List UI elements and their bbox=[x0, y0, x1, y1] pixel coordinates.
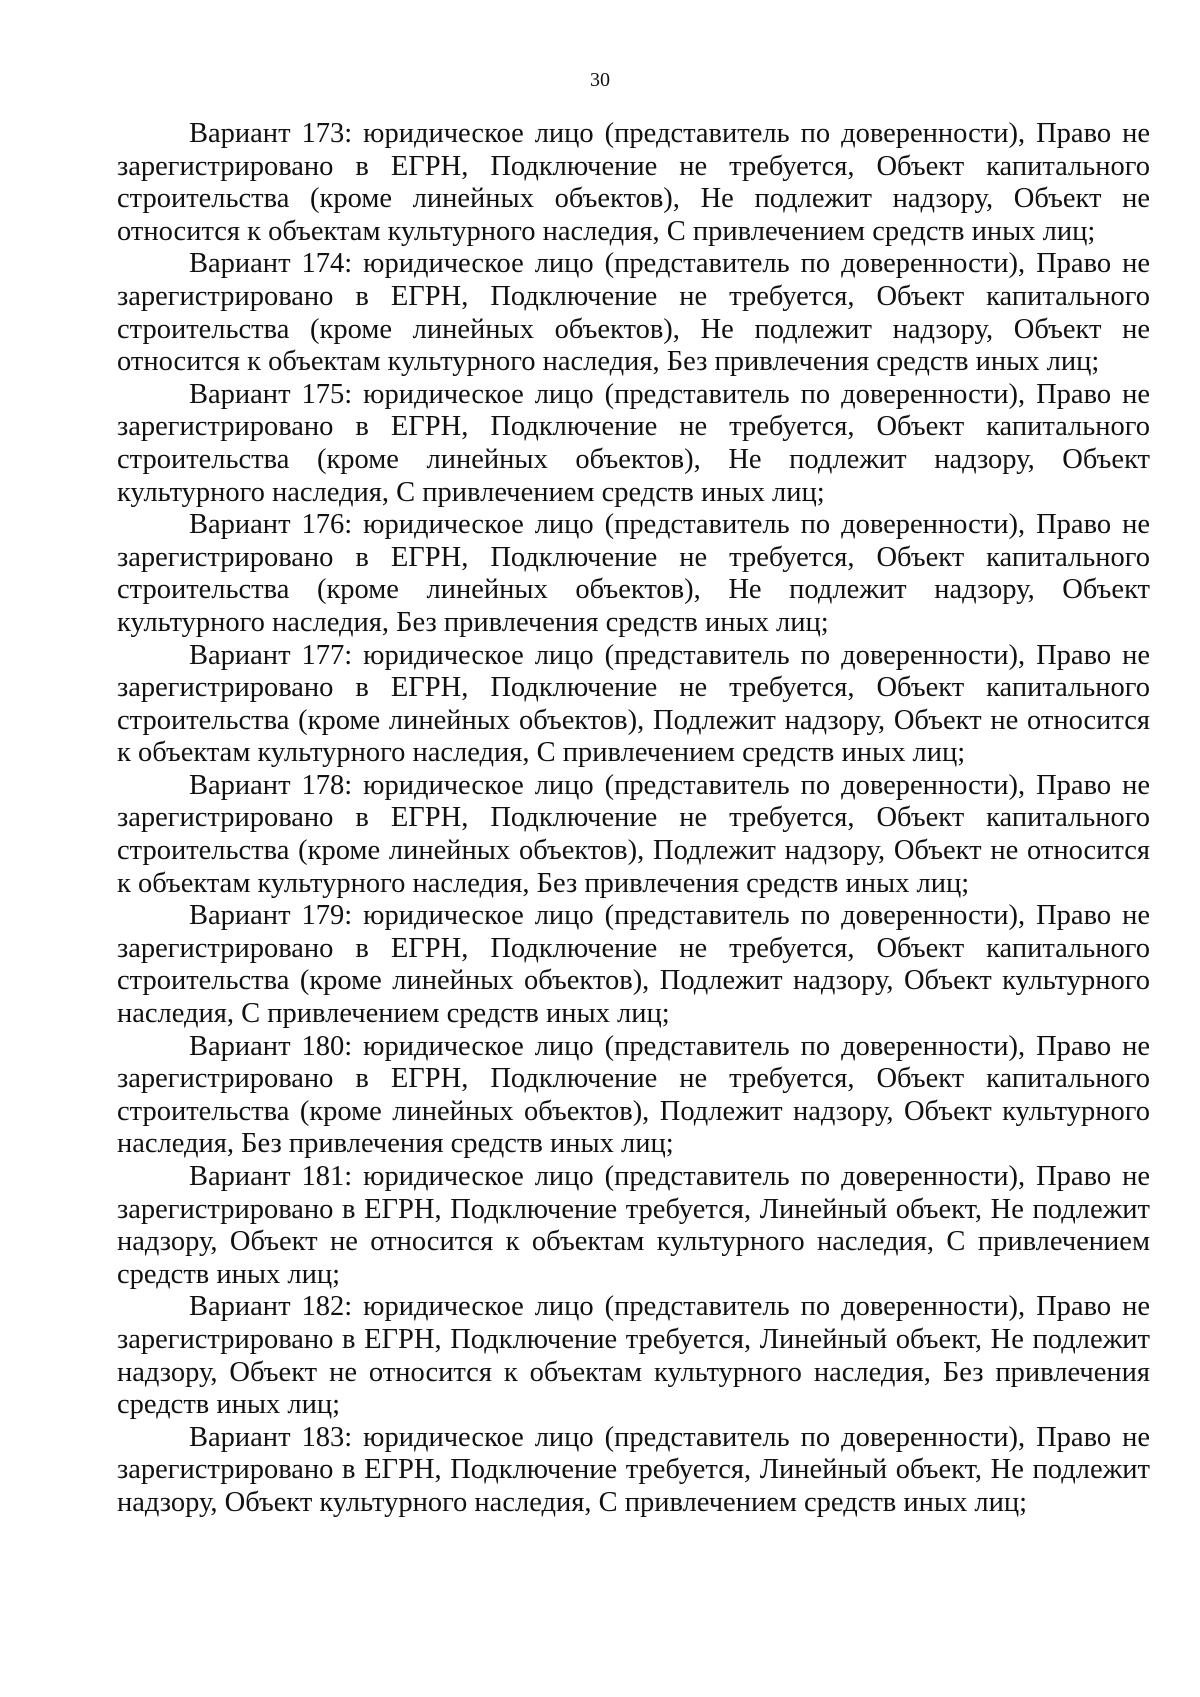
variant-180: Вариант 180: юридическое лицо (представитель по доверенности), Право не зарегистрировано в ЕГРН, Подключение не требуется, Объект капитального строительства (кроме линейных объектов), Подлежит надзору, Объект культурного наследия, Без привлечения средств иных лиц; bbox=[117, 1030, 1150, 1160]
variant-176: Вариант 176: юридическое лицо (представитель по доверенности), Право не зарегистрировано в ЕГРН, Подключение не требуется, Объект капитального строительства (кроме линейных объектов), Не подлежит надзору, Объект культурного наследия, Без привлечения средств иных лиц; bbox=[117, 509, 1150, 638]
variant-181: Вариант 181: юридическое лицо (представитель по доверенности), Право не зарегистрировано в ЕГРН, Подключение требуется, Линейный объект, Не подлежит надзору, Объект не относится к объектам культурного наследия, С привлечением средств иных лиц; bbox=[117, 1161, 1150, 1290]
variant-183: Вариант 183: юридическое лицо (представитель по доверенности), Право не зарегистрировано в ЕГРН, Подключение требуется, Линейный объект, Не подлежит надзору, Объект культурного наследия, С привлечением средств иных лиц; bbox=[117, 1421, 1150, 1518]
document-body bbox=[117, 118, 1150, 1520]
variant-177: Вариант 177: юридическое лицо (представитель по доверенности), Право не зарегистрировано в ЕГРН, Подключение не требуется, Объект капитального строительства (кроме линейных объектов), Подлежит надзору, Объект не относится к объектам культурного наследия, С привлечением средств иных лиц; bbox=[117, 639, 1150, 769]
variant-173: Вариант 173: юридическое лицо (представитель по доверенности), Право не зарегистрировано в ЕГРН, Подключение не требуется, Объект капитального строительства (кроме линейных объектов), Не подлежит надзору, Объект не относится к объектам культурного наследия, С привлечением средств иных лиц; bbox=[117, 118, 1150, 247]
variant-179: Вариант 179: юридическое лицо (представитель по доверенности), Право не зарегистрировано в ЕГРН, Подключение не требуется, Объект капитального строительства (кроме линейных объектов), Подлежит надзору, Объект культурного наследия, С привлечением средств иных лиц; bbox=[117, 900, 1150, 1030]
variant-175: Вариант 175: юридическое лицо (представитель по доверенности), Право не зарегистрировано в ЕГРН, Подключение не требуется, Объект капитального строительства (кроме линейных объектов), Не подлежит надзору, Объект культурного наследия, С привлечением средств иных лиц; bbox=[117, 378, 1150, 508]
page-number: 30 bbox=[590, 69, 610, 91]
variant-182: Вариант 182: юридическое лицо (представитель по доверенности), Право не зарегистрировано в ЕГРН, Подключение требуется, Линейный объект, Не подлежит надзору, Объект не относится к объектам культурного наследия, Без привлечения средств иных лиц; bbox=[117, 1291, 1150, 1421]
variant-178: Вариант 178: юридическое лицо (представитель по доверенности), Право не зарегистрировано в ЕГРН, Подключение не требуется, Объект капитального строительства (кроме линейных объектов), Подлежит надзору, Объект не относится к объектам культурного наследия, Без привлечения средств иных лиц; bbox=[117, 769, 1150, 899]
variant-174: Вариант 174: юридическое лицо (представитель по доверенности), Право не зарегистрировано в ЕГРН, Подключение не требуется, Объект капитального строительства (кроме линейных объектов), Не подлежит надзору, Объект не относится к объектам культурного наследия, Без привлечения средств иных лиц; bbox=[117, 248, 1150, 378]
